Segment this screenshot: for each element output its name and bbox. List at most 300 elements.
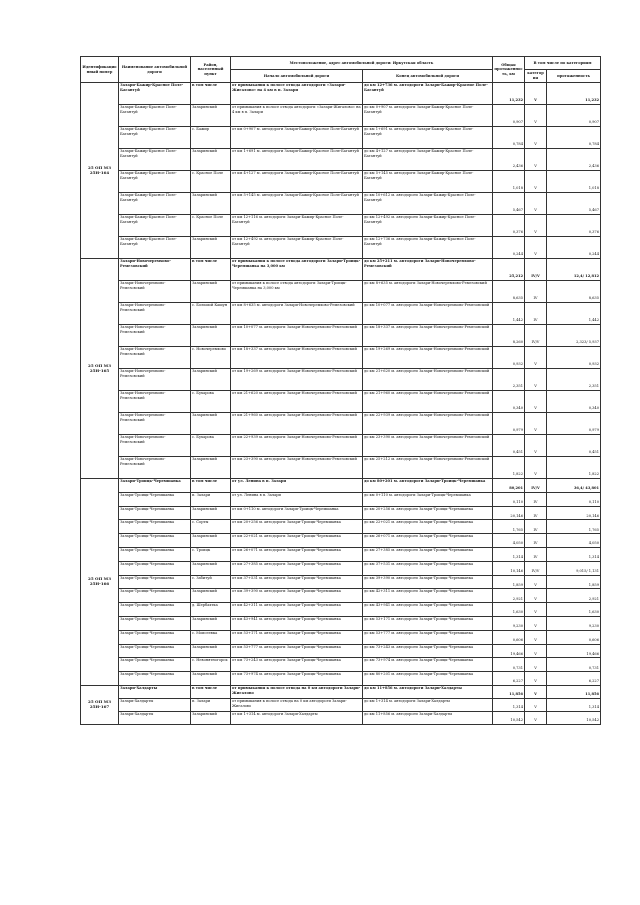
- category-cell: V: [525, 672, 547, 686]
- category-cell: V: [525, 391, 547, 413]
- category-length-cell: 0,376: [547, 215, 601, 237]
- table-row: [81, 589, 601, 603]
- length-cell: 9,230: [493, 616, 525, 630]
- table-row: [81, 127, 601, 149]
- district-cell: Заларинский: [191, 457, 231, 479]
- category-cell: V: [525, 616, 547, 630]
- table-row: [81, 215, 601, 237]
- end-cell: до км 22+939 м. автодороги Залари-Новочеремхово-Ремезовский: [363, 413, 493, 435]
- road-name-cell: Залари-Новочеремхово-Ремезовский: [119, 457, 191, 479]
- category-length-cell: 19,466: [547, 644, 601, 658]
- start-cell: от км 4+127 м. автодороги Залари-Бажир-Красное Поле-Багантуй: [231, 171, 363, 193]
- length-cell: 1,314: [493, 698, 525, 711]
- length-cell: 0,244: [493, 237, 525, 259]
- table-row: [81, 506, 601, 520]
- table-row: [81, 492, 601, 506]
- road-registry-sheet: [80, 56, 600, 725]
- end-cell: до км 37+531 м. автодороги Залари-Троицк-Черемшанка: [363, 561, 493, 575]
- end-cell: до км 27+385 м. автодороги Залари-Троицк-Черемшанка: [363, 547, 493, 561]
- table-row: [81, 391, 601, 413]
- road-name-cell: Залари-Бажир-Красное Поле-Багантуй: [119, 105, 191, 127]
- category-cell: IV: [525, 547, 547, 561]
- end-cell: до км 0+907 м. автодороги Залари-Бажир-Красное Поле-Багантуй: [363, 105, 493, 127]
- road-name-cell: Залари-Бажир-Красное Поле-Багантуй: [119, 149, 191, 171]
- end-cell: до км 4+127 м. автодороги Залари-Бажир-Красное Поле-Багантуй: [363, 149, 493, 171]
- road-name-cell: Залари-Новочеремхово-Ремезовский: [119, 303, 191, 325]
- category-cell: IV: [525, 506, 547, 520]
- table-row: [81, 520, 601, 534]
- start-cell: от км 21+620 м. автодороги Залари-Новочеремхово-Ремезовский: [231, 391, 363, 413]
- category-cell: V: [525, 105, 547, 127]
- category-length-cell: 12,4/ 12,812: [547, 259, 601, 281]
- table-row: [81, 698, 601, 711]
- district-cell: п. Залари: [191, 698, 231, 711]
- category-cell: V: [525, 369, 547, 391]
- road-id-cell: 25 ОП МЗ 25Н-166: [81, 479, 119, 686]
- end-cell: до км 53+777 м. автодороги Залари-Троицк-Черемшанка: [363, 630, 493, 644]
- district-cell: Заларинский: [191, 237, 231, 259]
- end-cell: до км 21+960 м. автодороги Залари-Новочеремхово-Ремезовский: [363, 391, 493, 413]
- length-cell: 2,921: [493, 589, 525, 603]
- length-cell: 2,436: [493, 149, 525, 171]
- road-name-cell: Залари-Новочеремхово-Ремезовский: [119, 259, 191, 281]
- category-cell: V: [525, 171, 547, 193]
- category-cell: V: [525, 685, 547, 698]
- road-name-cell: Залари-Бажир-Красное Поле-Багантуй: [119, 215, 191, 237]
- start-cell: от км 43+941 м. автодороги Залари-Троицк-Черемшанка: [231, 616, 363, 630]
- district-cell: в том числе: [191, 83, 231, 105]
- road-name-cell: Залари-Троицк-Черемшанка: [119, 479, 191, 493]
- end-cell: до км 23+390 м. автодороги Залари-Новочеремхово-Ремезовский: [363, 435, 493, 457]
- length-cell: 1,822: [493, 457, 525, 479]
- district-cell: с. Красное Поле: [191, 171, 231, 193]
- start-cell: от км 21+960 м. автодороги Залари-Новочеремхово-Ремезовский: [231, 413, 363, 435]
- start-cell: от примыкания к полосе отвода автодороги Залари-Троицк-Черемшанка на 3,000 км: [231, 281, 363, 303]
- header-category: категория: [525, 70, 547, 83]
- road-id-cell: 25 ОП МЗ 25Н-164: [81, 83, 119, 259]
- start-cell: от км 0+110 м. автодороги Залари-Троицк-Черемшанка: [231, 506, 363, 520]
- end-cell: до км 12+736 м. автодороги Залари-Бажир-Красное Поле-Багантуй: [363, 237, 493, 259]
- end-cell: до км 73+243 м. автодороги Залари-Троицк-Черемшанка: [363, 644, 493, 658]
- start-cell: от км 27+385 м. автодороги Залари-Троицк-Черемшанка: [231, 561, 363, 575]
- table-row: [81, 644, 601, 658]
- length-cell: 1,630: [493, 603, 525, 617]
- road-name-cell: Залари-Троицк-Черемшанка: [119, 644, 191, 658]
- start-cell: от км 12+116 м. автодороги Залари-Бажир-Красное Поле-Багантуй: [231, 215, 363, 237]
- category-cell: V: [525, 149, 547, 171]
- road-name-cell: Залари-Новочеремхово-Ремезовский: [119, 435, 191, 457]
- start-cell: от км 20+256 м. автодороги Залари-Троицк-Черемшанка: [231, 520, 363, 534]
- start-cell: от км 1+314 м. автодороги Залари-Халдарты: [231, 711, 363, 724]
- start-cell: от км 73+974 м. автодороги Залари-Троицк-Черемшанка: [231, 672, 363, 686]
- district-cell: Заларинский: [191, 369, 231, 391]
- category-cell: V: [525, 711, 547, 724]
- table-row: [81, 616, 601, 630]
- length-cell: 0,907: [493, 105, 525, 127]
- district-cell: с. Забитуй: [191, 575, 231, 589]
- header-category-length: протяженность: [547, 70, 601, 83]
- district-cell: в том числе: [191, 685, 231, 698]
- length-cell: 2,351: [493, 369, 525, 391]
- category-cell: IV: [525, 520, 547, 534]
- category-length-cell: 2,921: [547, 589, 601, 603]
- start-cell: от км 73+243 м. автодороги Залари-Троицк-Черемшанка: [231, 658, 363, 672]
- end-cell: до км 21+620 м. автодороги Залари-Новочеремхово-Ремезовский: [363, 369, 493, 391]
- length-cell: 1,314: [493, 547, 525, 561]
- road-id-cell: 25 ОП МЗ 25Н-167: [81, 685, 119, 724]
- end-cell: до км 0+110 м. автодороги Залари-Троицк-Черемшанка: [363, 492, 493, 506]
- end-cell: до км 19+269 м. автодороги Залари-Новочеремхово-Ремезовский: [363, 347, 493, 369]
- end-cell: до км 10+077 м. автодороги Залари-Новочеремхово-Ремезовский: [363, 303, 493, 325]
- road-name-cell: Залари-Троицк-Черемшанка: [119, 672, 191, 686]
- road-name-cell: Залари-Троицк-Черемшанка: [119, 616, 191, 630]
- start-cell: от примыкания к полосе отвода автодороги «Залари-Жигалово» на 4 км в п. Залари: [231, 83, 363, 105]
- category-length-cell: 0,606: [547, 630, 601, 644]
- district-cell: д. Шербахтка: [191, 603, 231, 617]
- table-row: [81, 281, 601, 303]
- category-cell: V: [525, 347, 547, 369]
- road-name-cell: Залари-Бажир-Красное Поле-Багантуй: [119, 237, 191, 259]
- start-cell: от примыкания к полосе отвода на 0 км автодороги Залари-Жигалово: [231, 698, 363, 711]
- category-cell: IV: [525, 492, 547, 506]
- category-length-cell: 11,232: [547, 83, 601, 105]
- table-row: [81, 630, 601, 644]
- category-length-cell: 0,244: [547, 237, 601, 259]
- road-name-cell: Залари-Троицк-Черемшанка: [119, 547, 191, 561]
- district-cell: с. Бухарова: [191, 435, 231, 457]
- road-name-cell: Залари-Новочеремхово-Ремезовский: [119, 369, 191, 391]
- header-location: Местоположение, адрес автомобильной дороги: Иркутская область: [231, 57, 493, 70]
- summary-row: [81, 479, 601, 493]
- table-row: [81, 105, 601, 127]
- table-row: [81, 303, 601, 325]
- category-length-cell: 1,314: [547, 547, 601, 561]
- road-name-cell: Залари-Троицк-Черемшанка: [119, 658, 191, 672]
- start-cell: от км 42+311 м. автодороги Залари-Троицк-Черемшанка: [231, 603, 363, 617]
- length-cell: 0,110: [493, 492, 525, 506]
- category-length-cell: 9,015/ 1,131: [547, 561, 601, 575]
- category-length-cell: 4,050: [547, 534, 601, 548]
- start-cell: от км 53+777 м. автодороги Залари-Троицк-Черемшанка: [231, 644, 363, 658]
- length-cell: 1,859: [493, 575, 525, 589]
- district-cell: Заларинский: [191, 281, 231, 303]
- table-row: [81, 149, 601, 171]
- category-length-cell: 0,932: [547, 347, 601, 369]
- category-length-cell: 36,4/ 43,801: [547, 479, 601, 493]
- summary-row: [81, 83, 601, 105]
- category-cell: IV/V: [525, 561, 547, 575]
- start-cell: от км 8+635 м. автодороги Залари-Новочеремхово-Ремезовский: [231, 303, 363, 325]
- length-cell: 8,635: [493, 281, 525, 303]
- road-name-cell: Залари-Бажир-Красное Поле-Багантуй: [119, 127, 191, 149]
- start-cell: от км 39+390 м. автодороги Залари-Троицк-Черемшанка: [231, 589, 363, 603]
- road-name-cell: Залари-Троицк-Черемшанка: [119, 561, 191, 575]
- category-length-cell: 1,765: [547, 520, 601, 534]
- end-cell: до км 1+691 м. автодороги Залари-Бажир-Красное Поле-Багантуй: [363, 127, 493, 149]
- table-row: [81, 672, 601, 686]
- district-cell: Заларинский: [191, 672, 231, 686]
- end-cell: до км 11+856 м. автодороги Залари-Халдарты: [363, 711, 493, 724]
- table-row: [81, 457, 601, 479]
- category-cell: IV: [525, 303, 547, 325]
- road-name-cell: Залари-Новочеремхово-Ремезовский: [119, 347, 191, 369]
- table-row: [81, 561, 601, 575]
- end-cell: до км 39+390 м. автодороги Залари-Троицк-Черемшанка: [363, 575, 493, 589]
- district-cell: Заларинский: [191, 325, 231, 347]
- category-cell: V: [525, 630, 547, 644]
- length-cell: 11,232: [493, 83, 525, 105]
- road-name-cell: Залари-Халдарты: [119, 685, 191, 698]
- length-cell: 0,932: [493, 347, 525, 369]
- end-cell: до км 11+856 м. автодороги Залари-Халдарты: [363, 685, 493, 698]
- category-length-cell: 5,467: [547, 193, 601, 215]
- district-cell: с. Бухарова: [191, 391, 231, 413]
- start-cell: от км 22+021 м. автодороги Залари-Троицк-Черемшанка: [231, 534, 363, 548]
- district-cell: Заларинский: [191, 149, 231, 171]
- end-cell: до км 25+211 м. автодороги Залари-Новочеремхово-Ремезовский: [363, 259, 493, 281]
- category-length-cell: 10,542: [547, 711, 601, 724]
- end-cell: до км 1+314 м. автодороги Залари-Халдарты: [363, 698, 493, 711]
- category-length-cell: 0,731: [547, 658, 601, 672]
- length-cell: 1,765: [493, 520, 525, 534]
- table-row: [81, 237, 601, 259]
- category-cell: V: [525, 603, 547, 617]
- district-cell: с. Большой Кашун: [191, 303, 231, 325]
- table-body: [81, 83, 601, 725]
- road-registry-table: [80, 56, 601, 725]
- category-cell: V: [525, 435, 547, 457]
- start-cell: от ул. Ленина в п. Залари: [231, 492, 363, 506]
- category-length-cell: 0,340: [547, 391, 601, 413]
- end-cell: до км 80+201 м. автодороги Залари-Троицк-Черемшанка: [363, 479, 493, 493]
- header-end: Конец автомобильной дороги: [363, 70, 493, 83]
- district-cell: с. Бажир: [191, 127, 231, 149]
- category-length-cell: 2,351: [547, 369, 601, 391]
- district-cell: Заларинский: [191, 413, 231, 435]
- district-cell: Заларинский: [191, 561, 231, 575]
- road-name-cell: Залари-Бажир-Красное Поле-Багантуй: [119, 171, 191, 193]
- length-cell: 8,260: [493, 325, 525, 347]
- district-cell: Заларинский: [191, 193, 231, 215]
- district-cell: Заларинский: [191, 105, 231, 127]
- start-cell: от км 12+492 м. автодороги Залари-Бажир-Красное Поле-Багантуй: [231, 237, 363, 259]
- category-cell: V: [525, 575, 547, 589]
- road-name-cell: Залари-Новочеремхово-Ремезовский: [119, 325, 191, 347]
- category-cell: V: [525, 83, 547, 105]
- category-length-cell: 11,856: [547, 685, 601, 698]
- category-length-cell: 20,146: [547, 506, 601, 520]
- category-cell: IV: [525, 281, 547, 303]
- road-name-cell: Залари-Новочеремхово-Ремезовский: [119, 413, 191, 435]
- district-cell: с. Сорты: [191, 520, 231, 534]
- end-cell: до км 5+145 м. автодороги Залари-Бажир-Красное Поле-Багантуй: [363, 171, 493, 193]
- category-cell: V: [525, 237, 547, 259]
- district-cell: Заларинский: [191, 616, 231, 630]
- length-cell: 10,146: [493, 561, 525, 575]
- end-cell: до км 8+635 м. автодороги Залари-Новочеремхово-Ремезовский: [363, 281, 493, 303]
- start-cell: от км 18+337 м. автодороги Залари-Новочеремхово-Ремезовский: [231, 347, 363, 369]
- category-cell: IV/V: [525, 259, 547, 281]
- end-cell: до км 22+021 м. автодороги Залари-Троицк-Черемшанка: [363, 520, 493, 534]
- category-length-cell: 1,314: [547, 698, 601, 711]
- end-cell: до км 18+337 м. автодороги Залари-Новочеремхово-Ремезовский: [363, 325, 493, 347]
- length-cell: 6,227: [493, 672, 525, 686]
- road-id-cell: 25 ОП МЗ 25Н-165: [81, 259, 119, 479]
- category-length-cell: 2,323/ 5,937: [547, 325, 601, 347]
- district-cell: в том числе: [191, 479, 231, 493]
- road-name-cell: Залари-Троицк-Черемшанка: [119, 630, 191, 644]
- category-length-cell: 0,784: [547, 127, 601, 149]
- length-cell: 0,731: [493, 658, 525, 672]
- table-row: [81, 325, 601, 347]
- road-name-cell: Залари-Троицк-Черемшанка: [119, 589, 191, 603]
- table-row: [81, 413, 601, 435]
- start-cell: от км 19+269 м. автодороги Залари-Новочеремхово-Ремезовский: [231, 369, 363, 391]
- table-row: [81, 575, 601, 589]
- length-cell: 80,201: [493, 479, 525, 493]
- category-length-cell: 1,442: [547, 303, 601, 325]
- header-start: Начало автомобильной дороги: [231, 70, 363, 83]
- district-cell: с. Моисеевка: [191, 630, 231, 644]
- start-cell: от ул. Ленина в п. Залари: [231, 479, 363, 493]
- category-cell: V: [525, 658, 547, 672]
- end-cell: до км 20+256 м. автодороги Залари-Троицк-Черемшанка: [363, 506, 493, 520]
- district-cell: Заларинский: [191, 589, 231, 603]
- length-cell: 0,979: [493, 413, 525, 435]
- category-length-cell: 1,822: [547, 457, 601, 479]
- header-name: Наименование автомобильной дороги: [119, 57, 191, 83]
- road-name-cell: Залари-Троицк-Черемшанка: [119, 575, 191, 589]
- header-id: Идентификационный номер: [81, 57, 119, 83]
- category-length-cell: 0,979: [547, 413, 601, 435]
- end-cell: до км 80+201 м. автодороги Залари-Троицк-Черемшанка: [363, 672, 493, 686]
- category-length-cell: 9,230: [547, 616, 601, 630]
- district-cell: Заларинский: [191, 534, 231, 548]
- district-cell: с. Невонятногорск: [191, 658, 231, 672]
- road-name-cell: Залари-Халдарты: [119, 711, 191, 724]
- road-name-cell: Залари-Новочеремхово-Ремезовский: [119, 281, 191, 303]
- district-cell: Заларинский: [191, 506, 231, 520]
- category-length-cell: 0,907: [547, 105, 601, 127]
- category-cell: IV/V: [525, 325, 547, 347]
- length-cell: 5,467: [493, 193, 525, 215]
- length-cell: 0,606: [493, 630, 525, 644]
- start-cell: от примыкания к полосе отвода на 0 км автодороги Залари-Жигалово: [231, 685, 363, 698]
- district-cell: с. Новочеремхово: [191, 347, 231, 369]
- category-cell: V: [525, 457, 547, 479]
- district-cell: Заларинский: [191, 711, 231, 724]
- category-cell: V: [525, 215, 547, 237]
- start-cell: от примыкания к полосе отвода автодороги Залари-Троицк-Черемшанка на 3,000 км: [231, 259, 363, 281]
- category-cell: V: [525, 644, 547, 658]
- category-length-cell: 2,436: [547, 149, 601, 171]
- start-cell: от км 23+390 м. автодороги Залари-Новочеремхово-Ремезовский: [231, 457, 363, 479]
- table-row: [81, 547, 601, 561]
- length-cell: 0,451: [493, 435, 525, 457]
- table-row: [81, 603, 601, 617]
- start-cell: от км 22+939 м. автодороги Залари-Новочеремхово-Ремезовский: [231, 435, 363, 457]
- road-name-cell: Залари-Троицк-Черемшанка: [119, 534, 191, 548]
- category-length-cell: 1,018: [547, 171, 601, 193]
- length-cell: 0,376: [493, 215, 525, 237]
- start-cell: от км 10+077 м. автодороги Залари-Новочеремхово-Ремезовский: [231, 325, 363, 347]
- category-length-cell: 0,110: [547, 492, 601, 506]
- table-row: [81, 534, 601, 548]
- table-row: [81, 369, 601, 391]
- end-cell: до км 12+492 м. автодороги Залари-Бажир-Красное Поле-Багантуй: [363, 215, 493, 237]
- end-cell: до км 42+311 м. автодороги Залари-Троицк-Черемшанка: [363, 589, 493, 603]
- road-name-cell: Залари-Халдарты: [119, 698, 191, 711]
- category-length-cell: 1,630: [547, 603, 601, 617]
- end-cell: до км 12+736 м. автодороги Залари-Бажир-Красное Поле-Багантуй: [363, 83, 493, 105]
- category-length-cell: 1,859: [547, 575, 601, 589]
- length-cell: 19,466: [493, 644, 525, 658]
- table-row: [81, 435, 601, 457]
- road-name-cell: Залари-Бажир-Красное Поле-Багантуй: [119, 193, 191, 215]
- length-cell: 11,856: [493, 685, 525, 698]
- road-name-cell: Залари-Троицк-Черемшанка: [119, 506, 191, 520]
- start-cell: от км 37+531 м. автодороги Залари-Троицк-Черемшанка: [231, 575, 363, 589]
- category-cell: V: [525, 193, 547, 215]
- road-name-cell: Залари-Новочеремхово-Ремезовский: [119, 391, 191, 413]
- end-cell: до км 10+612 м. автодороги Залари-Бажир-Красное Поле-Багантуй: [363, 193, 493, 215]
- district-cell: Заларинский: [191, 644, 231, 658]
- category-cell: V: [525, 698, 547, 711]
- district-cell: с. Красное Поле: [191, 215, 231, 237]
- length-cell: 25,212: [493, 259, 525, 281]
- start-cell: от км 5+145 м. автодороги Залари-Бажир-Красное Поле-Багантуй: [231, 193, 363, 215]
- header-district: Район, населенный пункт: [191, 57, 231, 83]
- length-cell: 20,146: [493, 506, 525, 520]
- end-cell: до км 73+974 м. автодороги Залари-Троицк-Черемшанка: [363, 658, 493, 672]
- road-name-cell: Залари-Троицк-Черемшанка: [119, 492, 191, 506]
- category-cell: V: [525, 589, 547, 603]
- end-cell: до км 25+212 м. автодороги Залари-Новочеремхово-Ремезовский: [363, 457, 493, 479]
- length-cell: 0,784: [493, 127, 525, 149]
- start-cell: от км 26+071 м. автодороги Залари-Троицк-Черемшанка: [231, 547, 363, 561]
- category-length-cell: 6,227: [547, 672, 601, 686]
- start-cell: от км 0+907 м. автодороги Залари-Бажир-Красное Поле-Багантуй: [231, 127, 363, 149]
- category-length-cell: 0,451: [547, 435, 601, 457]
- end-cell: до км 43+941 м. автодороги Залари-Троицк-Черемшанка: [363, 603, 493, 617]
- start-cell: от км 1+691 м. автодороги Залари-Бажир-Красное Поле-Багантуй: [231, 149, 363, 171]
- district-cell: п. Залари: [191, 492, 231, 506]
- district-cell: с. Троицк: [191, 547, 231, 561]
- road-name-cell: Залари-Троицк-Черемшанка: [119, 520, 191, 534]
- category-cell: V: [525, 127, 547, 149]
- table-row: [81, 347, 601, 369]
- header-category-group: В том числе по категориям: [525, 57, 601, 70]
- end-cell: до км 26+071 м. автодороги Залари-Троицк-Черемшанка: [363, 534, 493, 548]
- category-length-cell: 8,635: [547, 281, 601, 303]
- length-cell: 1,442: [493, 303, 525, 325]
- end-cell: до км 53+171 м. автодороги Залари-Троицк-Черемшанка: [363, 616, 493, 630]
- start-cell: от км 53+171 м. автодороги Залари-Троицк-Черемшанка: [231, 630, 363, 644]
- summary-row: [81, 685, 601, 698]
- length-cell: 4,050: [493, 534, 525, 548]
- category-cell: IV/V: [525, 479, 547, 493]
- summary-row: [81, 259, 601, 281]
- table-row: [81, 193, 601, 215]
- start-cell: от примыкания к полосе отвода автодороги «Залари-Жигалово» на 4 км в п. Залари: [231, 105, 363, 127]
- length-cell: 10,542: [493, 711, 525, 724]
- length-cell: 0,340: [493, 391, 525, 413]
- header-length: Общая протяженность, км: [493, 57, 525, 83]
- table-row: [81, 171, 601, 193]
- table-row: [81, 658, 601, 672]
- road-name-cell: Залари-Троицк-Черемшанка: [119, 603, 191, 617]
- table-row: [81, 711, 601, 724]
